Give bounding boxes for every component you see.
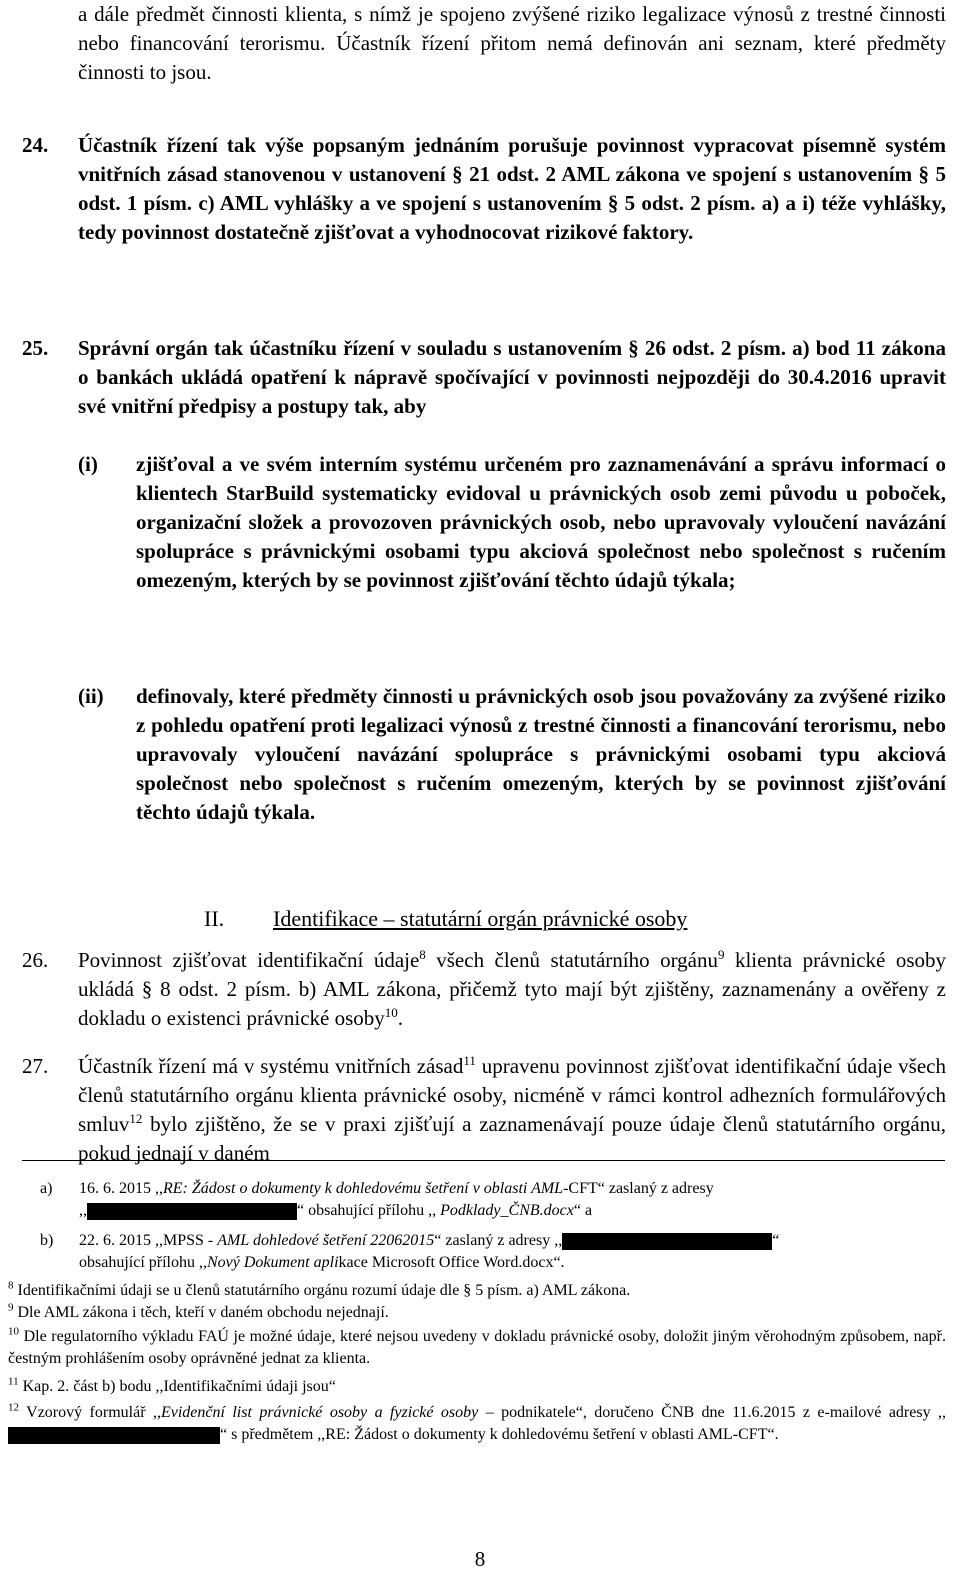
footnote-number: 11	[8, 1375, 19, 1388]
list-item-number: (ii)	[78, 684, 104, 708]
redacted-email	[562, 1233, 772, 1250]
footnote-ref: 11	[463, 1053, 476, 1068]
paragraph-24	[22, 131, 946, 311]
footnote-label: b)	[40, 1232, 54, 1249]
paragraph-26	[22, 946, 946, 1036]
list-item-text: definovaly, které předměty činnosti u právnických osob jsou považovány za zvýšené riziko z pohledu opatření proti legalizaci výnosů z trestné činnosti a financování terorismu, nebo upravovaly vyloučení navázání spolupráce s právnickými osobami typu akciová společnost nebo společnost s ručením omezeným, kterých by se povinnost zjišťování těchto údajů týkala.	[136, 684, 946, 824]
section-title: Identifikace – statutární orgán právnické osoby	[273, 906, 688, 931]
page-number: 8	[474, 1547, 486, 1571]
paragraph-text: Povinnost zjišťovat identifikační údaje$^8$ všech členů statutárního orgánu$^9$ klienta právnické osoby ukládá § 8 odst. 2 písm. b) AML zákona, přičemž tyto mají být zjištěny, zaznamenány a ověřeny z dokladu o existenci právnické osoby$^{10}$.	[78, 947, 947, 1030]
footnote-number: 9	[8, 1301, 14, 1314]
footnote-number: 10	[8, 1325, 19, 1338]
footnote-label: a)	[40, 1180, 53, 1197]
footnote-b	[40, 1230, 946, 1274]
footnote-separator	[22, 1160, 945, 1161]
footnote-text: 16. 6. 2015 ,,RE: Žádost o dokumenty k dohledovému šetření v oblasti AML-CFT“ zaslaný z adresy ,, “ obsahující přílohu ,, Podklady_ČNB.docx“ a	[79, 1180, 714, 1219]
list-item-text: zjišťoval a ve svém interním systému určeném pro zaznamenávání a správu informací o klientech StarBuild systematicky evidoval u právnických osob zemi původu u poboček, organizační složek a provozoven právnických osob, nebo upravovaly vyloučení navázání spolupráce s právnickými osobami typu akciová společnost nebo společnost s ručením omezeným, kterých by se povinnost zjišťování těchto údajů týkala;	[136, 452, 946, 592]
redacted-email	[8, 1427, 220, 1444]
paragraph-number: 25.	[22, 336, 49, 360]
footnote-ref: 8	[419, 947, 426, 962]
paragraph-27	[22, 1052, 946, 1168]
list-item-i	[78, 450, 946, 660]
paragraph-text: Účastník řízení tak výše popsaným jednáním porušuje povinnost vypracovat písemně systém vnitřních zásad stanovenou v ustanovení § 21 odst. 2 AML zákona ve spojení s ustanovením § 5 odst. 1 písm. c) AML vyhlášky a ve spojení s ustanovením § 5 odst. 2 písm. a) a i) téže vyhlášky, tedy povinnost dostatečně zjišťovat a vyhodnocovat rizikové faktory.	[78, 133, 946, 244]
footnote-9: $^9$ Dle AML zákona i těch, kteří v daném obchodu nejednají.	[8, 1301, 389, 1321]
intro-paragraph: a dále předmět činnosti klienta, s nímž je spojeno zvýšené riziko legalizace výnosů z trestné činnosti nebo financování terorismu. Účastník řízení přitom nemá definován ani seznam, které předměty činnosti to jsou.	[78, 2, 946, 84]
section-number: II.	[204, 906, 225, 931]
redacted-email	[87, 1203, 297, 1220]
footnote-8: $^8$ Identifikačními údaji se u členů statutárního orgánu rozumí údaje dle § 5 písm. a) AML zákona.	[8, 1279, 631, 1299]
paragraph-number: 24.	[22, 133, 49, 157]
list-item-number: (i)	[78, 452, 98, 476]
footnote-ref: 10	[384, 1005, 398, 1020]
footnote-a	[40, 1178, 946, 1222]
paragraph-text: Správní orgán tak účastníku řízení v souladu s ustanovením § 26 odst. 2 písm. a) bod 11 zákona o bankách ukládá opatření k nápravě spočívající v povinnosti nejpozději do 30.4.2016 upravit své vnitřní předpisy a postupy tak, aby	[78, 336, 946, 418]
footnote-number: 8	[8, 1279, 14, 1292]
list-item-ii	[78, 682, 946, 862]
paragraph-number: 27.	[22, 1054, 49, 1078]
footnote-ref: 12	[129, 1111, 143, 1126]
paragraph-number: 26.	[22, 948, 49, 972]
footnote-number: 12	[8, 1401, 19, 1414]
paragraph-text: Účastník řízení má v systému vnitřních zásad$^{11}$ upravenu povinnost zjišťovat identifikační údaje všech členů statutárního orgánu klienta právnické osoby, nicméně v rámci kontrol adhezních formulářových smluv$^{12}$ bylo zjištěno, že se v praxi zjišťují a zaznamenávají pouze údaje členů statutárního orgánu, pokud jednají v daném	[78, 1053, 946, 1165]
footnote-ref: 9	[718, 947, 725, 962]
paragraph-25	[22, 334, 946, 424]
footnote-11: $^{11}$ Kap. 2. část b) bodu ,,Identifikačními údaji jsou“	[8, 1375, 336, 1395]
footnote-12: $^{12}$ Vzorový formulář ,,Evidenční list právnické osoby a fyzické osoby – podnikatele“, doručeno ČNB dne 11.6.2015 z e-mailové adresy ,,“ s předmětem ,,RE: Žádost o dokumenty k dohledovému šetření v oblasti AML-CFT“.	[8, 1401, 946, 1443]
footnote-text: 22. 6. 2015 ,,MPSS - AML dohledové šetření 22062015“ zaslaný z adresy ,, “ obsahující přílohu ,,Nový Dokument aplikace Microsoft Office Word.docx“.	[79, 1232, 780, 1271]
footnote-10: $^{10}$ Dle regulatorního výkladu FAÚ je možné údaje, které nejsou uvedeny v dokladu právnické osoby, doložit jiným věrohodným způsobem, např. čestným prohlášením osoby oprávněné jednat za klienta.	[8, 1325, 946, 1367]
